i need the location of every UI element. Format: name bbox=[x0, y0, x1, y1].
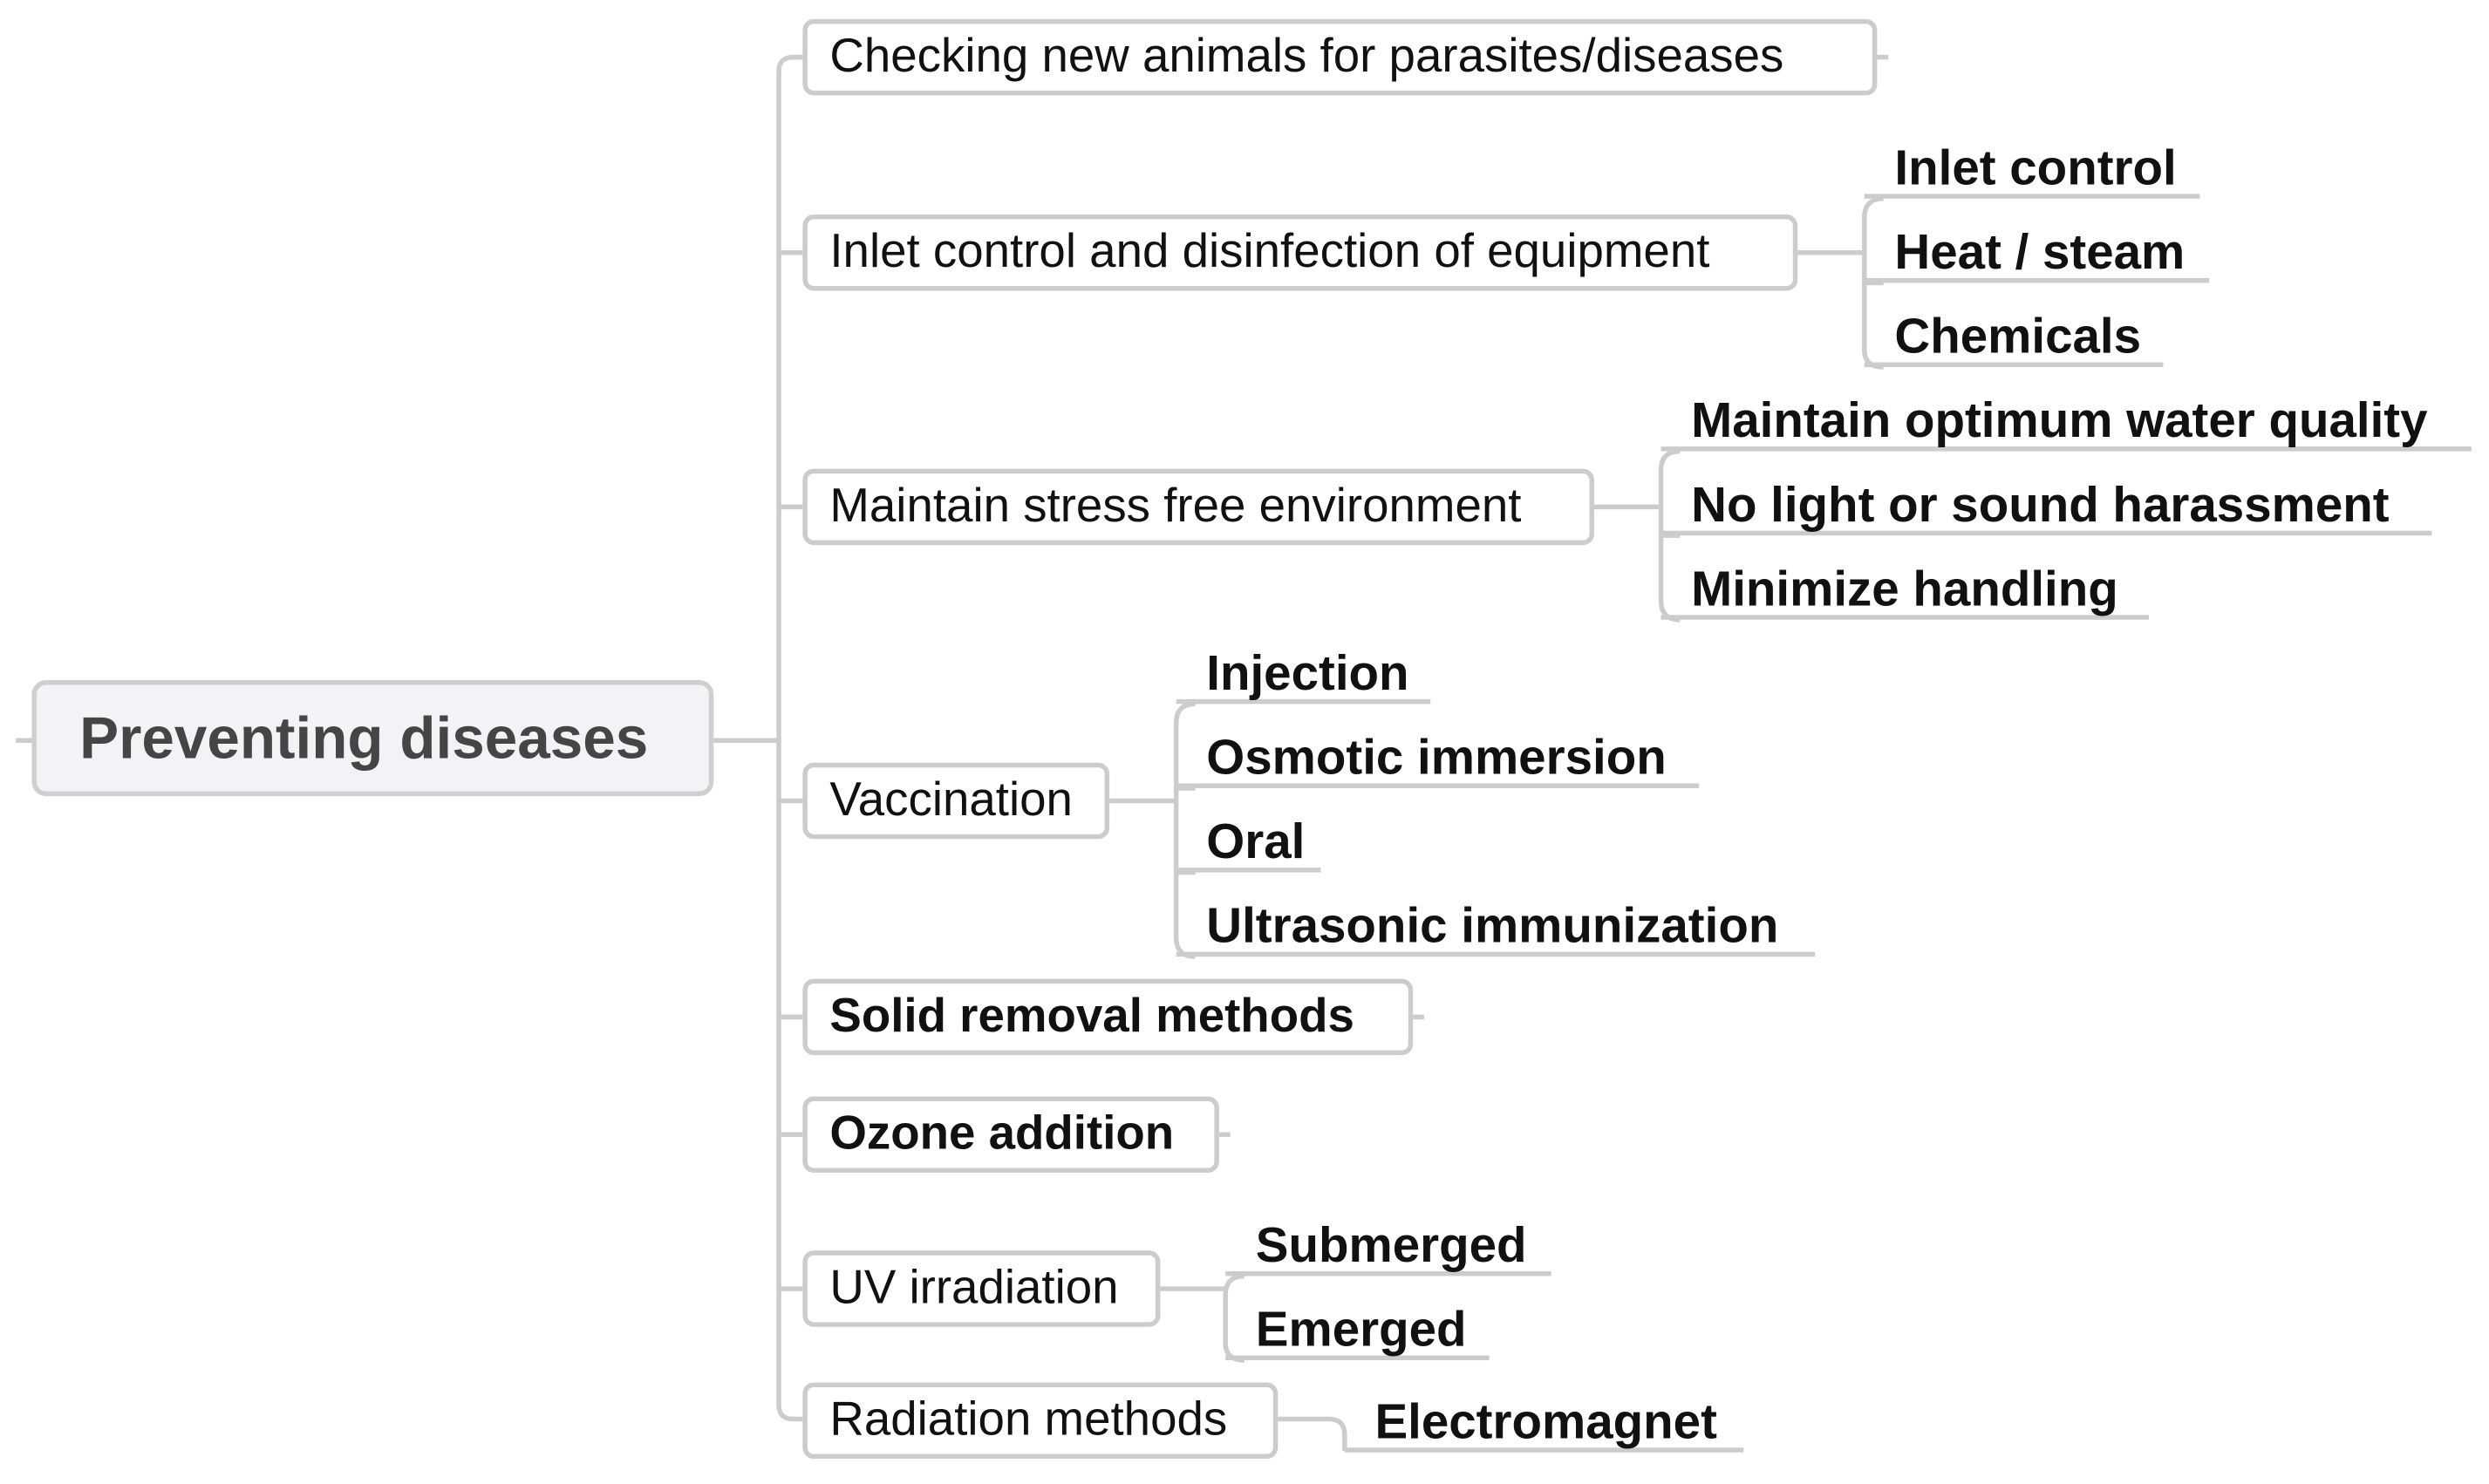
leaf-ultrasonic-immunization[interactable]: Ultrasonic immunization bbox=[1176, 902, 1816, 956]
branch-vaccination[interactable]: Vaccination bbox=[802, 763, 1109, 839]
leaf-oral[interactable]: Oral bbox=[1176, 819, 1321, 873]
branch-ozone-addition[interactable]: Ozone addition bbox=[802, 1097, 1218, 1173]
leaf-inlet-control[interactable]: Inlet control bbox=[1865, 145, 2200, 199]
branch-solid-removal[interactable]: Solid removal methods bbox=[802, 979, 1413, 1055]
leaf-heat-steam[interactable]: Heat / steam bbox=[1865, 228, 2209, 283]
root-node[interactable]: Preventing diseases bbox=[31, 680, 713, 796]
leaf-injection[interactable]: Injection bbox=[1176, 650, 1431, 704]
branch-checking-new-animals[interactable]: Checking new animals for parasites/diseases bbox=[802, 19, 1877, 95]
leaf-maintain-water-quality[interactable]: Maintain optimum water quality bbox=[1661, 398, 2472, 452]
branch-radiation-methods[interactable]: Radiation methods bbox=[802, 1383, 1278, 1459]
branch-inlet-control[interactable]: Inlet control and disinfection of equipment bbox=[802, 214, 1797, 290]
leaf-emerged[interactable]: Emerged bbox=[1225, 1306, 1490, 1360]
branch-uv-irradiation[interactable]: UV irradiation bbox=[802, 1250, 1160, 1326]
leaf-minimize-handling[interactable]: Minimize handling bbox=[1661, 566, 2150, 620]
leaf-electromagnet[interactable]: Electromagnet bbox=[1345, 1399, 1743, 1453]
leaf-osmotic-immersion[interactable]: Osmotic immersion bbox=[1176, 734, 1700, 788]
leaf-chemicals[interactable]: Chemicals bbox=[1865, 313, 2164, 367]
leaf-submerged[interactable]: Submerged bbox=[1225, 1222, 1551, 1276]
leaf-no-light-sound[interactable]: No light or sound harassment bbox=[1661, 481, 2432, 535]
branch-stress-free[interactable]: Maintain stress free environment bbox=[802, 469, 1594, 545]
